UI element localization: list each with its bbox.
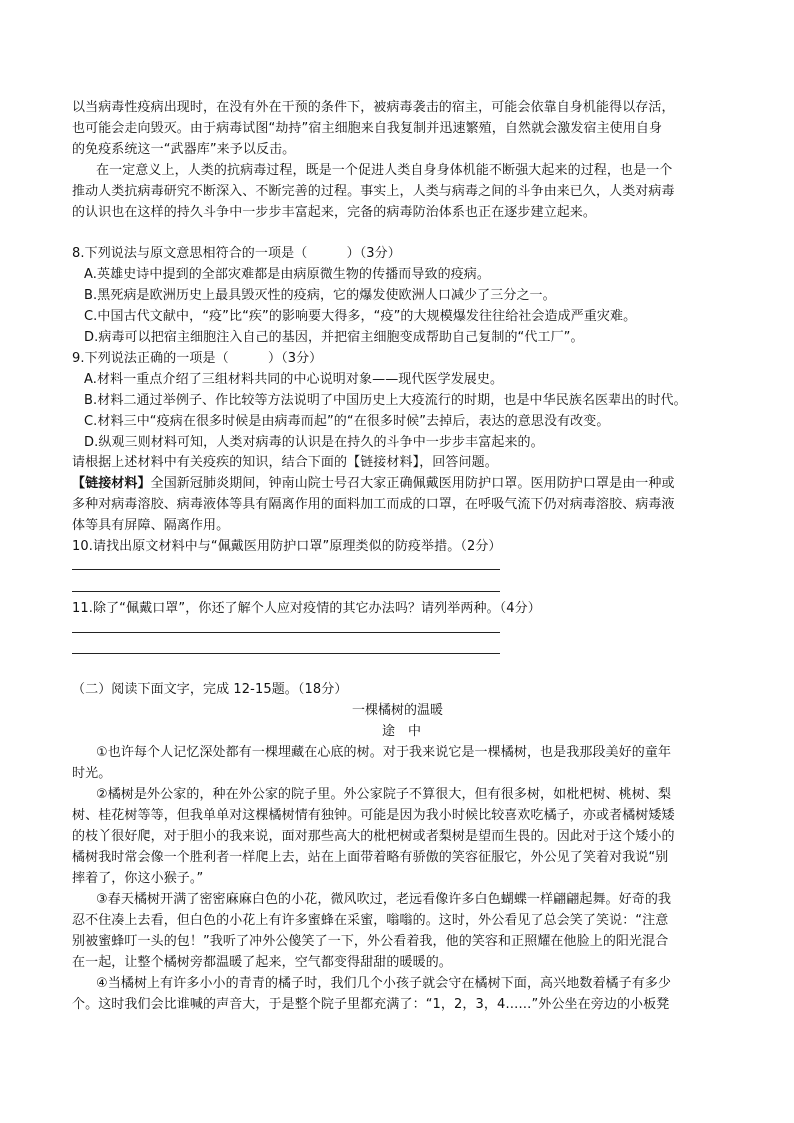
article-line-12: ④当橘树上有许多小小的青青的橘子时，我们几个小孩子就会守在橘树下面，高兴地数着橘子有多少: [96, 976, 672, 991]
article-line-11: 在一起，让整个橘树旁都温暖了起来，空气都变得甜甜的暖暖的。: [72, 955, 452, 970]
article-author: 途 中: [382, 724, 422, 739]
passage1-line-4: 在一定意义上，人类的抗病毒过程，既是一个促进人类自身身体机能不断强大起来的过程，也是一个: [96, 163, 673, 178]
article-line-9: 忍不住凑上去看，但白色的小花上有许多蜜蜂在采蜜，嗡嗡的。这时，外公看见了总会笑了笑说：“注意: [72, 913, 669, 928]
passage1-line-3: 的免疫系统这一“武器库”来予以反击。: [72, 142, 296, 157]
question-10-answer-line-1[interactable]: [72, 569, 500, 570]
passage1-line-5: 推动人类抗病毒研究不断深入、不断完善的过程。事实上，人类与病毒之间的斗争由来已久，人类对病毒: [72, 184, 675, 199]
article-line-7: 摔着了，你这小猴子。”: [72, 871, 204, 886]
link-material-line-2: 多种对病毒溶胶、病毒液体等具有隔离作用的面料加工而成的口罩，在呼吸气流下仍对病毒溶胶、病毒液: [72, 497, 675, 512]
question-8-stem: 8.下列说法与原文意思相符合的一项是（ ）（3分）: [72, 246, 401, 261]
question-9-option-b: B.材料二通过举例子、作比较等方法说明了中国历史上大疫流行的时期，也是中华民族名医辈出的时代。: [84, 393, 687, 408]
question-8-option-c: C.中国古代文献中，“疫”比“疾”的影响要大得多，“疫”的大规模爆发往往给社会造成严重灾难。: [84, 309, 637, 324]
article-title: 一棵橘树的温暖: [352, 703, 444, 718]
link-material-line-1: [72, 473, 675, 494]
link-material-line-3: 体等具有屏障、隔离作用。: [72, 518, 230, 533]
passage1-line-2: 也可能会走向毁灭。由于病毒试图“劫持”宿主细胞来自我复制并迅速繁殖，自然就会激发宿主使用自身: [72, 121, 663, 136]
article-line-3: ②橘树是外公家的，种在外公家的院子里。外公家院子不算很大，但有很多树，如枇杷树、桃树、梨: [96, 787, 672, 802]
article-line-10: 别被蜜蜂叮一头的包！”我听了冲外公傻笑了一下，外公看着我，他的笑容和正照耀在他脸上的阳光混合: [72, 934, 669, 949]
article-line-8: ③春天橘树开满了密密麻麻白色的小花，微风吹过，老远看像许多白色蝴蝶一样翩翩起舞。好奇的我: [96, 892, 672, 907]
link-material-label: 【链接材料】: [72, 476, 151, 491]
question-10-stem: 10.请找出原文材料中与“佩戴医用防护口罩”原理类似的防疫举措。（2分）: [72, 539, 502, 554]
passage1-line-6: 的认识也在这样的持久斗争中一步步丰富起来，完备的病毒防治体系也正在逐步建立起来。: [72, 205, 597, 220]
question-11-answer-line-2[interactable]: [72, 653, 500, 654]
article-line-1: ①也许每个人记忆深处都有一棵埋藏在心底的树。对于我来说它是一棵橘树，也是我那段美好的童年: [96, 745, 672, 760]
question-11-answer-line-1[interactable]: [72, 632, 500, 633]
passage1-line-1: 以当病毒性疫病出现时，在没有外在干预的条件下，被病毒袭击的宿主，可能会依靠自身机能得以存活，: [72, 100, 675, 115]
article-line-6: 橘树我时常会像一个胜利者一样爬上去，站在上面带着略有骄傲的笑容征服它，外公见了笑着对我说“别: [72, 850, 669, 865]
article-line-4: 树、桂花树等等，但我单单对这棵橘树情有独钟。可能是因为我小时候比较喜欢吃橘子，亦或者橘树矮矮: [72, 808, 675, 823]
question-8-option-b: B.黑死病是欧洲历史上最具毁灭性的疫病，它的爆发使欧洲人口减少了三分之一。: [84, 288, 556, 303]
question-10-answer-line-2[interactable]: [72, 591, 500, 592]
article-line-13: 个。这时我们会比谁喊的声音大，于是整个院子里都充满了：“1，2，3，4……”外公坐在旁边的小板凳: [72, 997, 670, 1012]
article-line-5: 的枝丫很好爬，对于胆小的我来说，面对那些高大的枇杷树或者梨树是望而生畏的。因此对于这个矮小的: [72, 829, 675, 844]
question-11-stem: 11.除了“佩戴口罩”，你还了解个人应对疫情的其它办法吗？请列举两种。（4分）: [72, 601, 541, 616]
link-material-intro: 请根据上述材料中有关疫疾的知识，结合下面的【链接材料】，回答问题。: [72, 455, 498, 470]
question-9-option-a: A.材料一重点介绍了三组材料共同的中心说明对象——现代医学发展史。: [84, 372, 504, 387]
article-line-2: 时光。: [72, 766, 112, 781]
question-8-option-d: D.病毒可以把宿主细胞注入自己的基因，并把宿主细胞变成帮助自己复制的“代工厂”。: [84, 330, 584, 345]
link-material-text-1: 全国新冠肺炎期间，钟南山院士号召大家正确佩戴医用防护口罩。医用防护口罩是由一种或: [150, 476, 675, 491]
question-9-option-d: D.纵观三则材料可知，人类对病毒的认识是在持久的斗争中一步步丰富起来的。: [84, 435, 544, 450]
question-9-option-c: C.材料三中“疫病在很多时候是由病毒而起”的“在很多时候”去掉后，表达的意思没有改变。: [84, 414, 610, 429]
section-2-heading: （二）阅读下面文字，完成 12-15题。（18分）: [72, 682, 348, 697]
question-9-stem: 9.下列说法正确的一项是（ ）（3分）: [72, 351, 323, 366]
question-8-option-a: A.英雄史诗中提到的全部灾难都是由病原微生物的传播而导致的疫病。: [84, 267, 490, 282]
